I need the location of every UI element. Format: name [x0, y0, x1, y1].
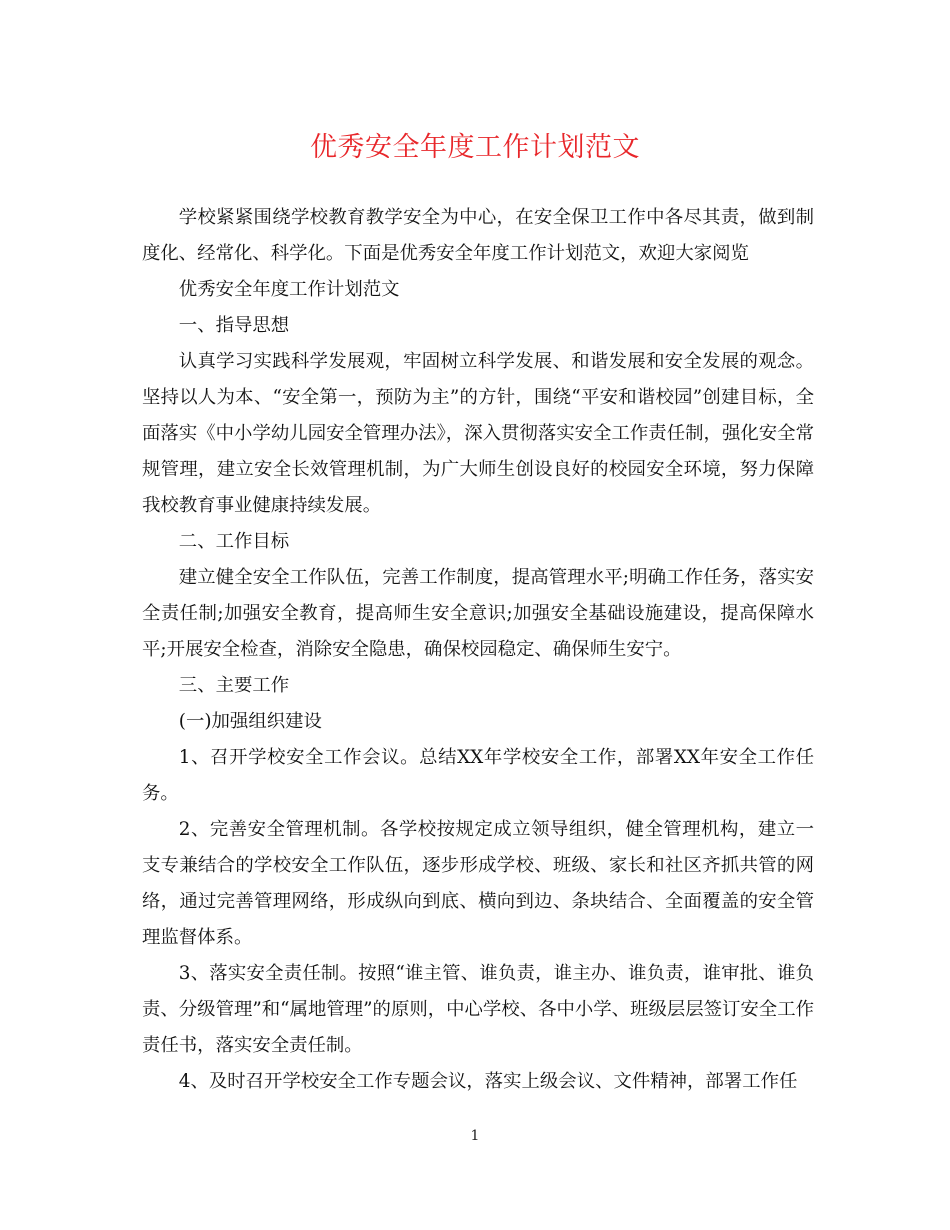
paragraph-item-3: 3、落实安全责任制。按照“谁主管、谁负责，谁主办、谁负责，谁审批、谁负责、分级管理”和“属地管理”的原则，中心学校、各中小学、班级层层签订安全工作责任书，落实安全责任制。 [142, 963, 814, 1056]
paragraph-item-2: 2、完善安全管理机制。各学校按规定成立领导组织，健全管理机构，建立一支专兼结合的学校安全工作队伍，逐步形成学校、班级、家长和社区齐抓共管的网络，通过完善管理网络，形成纵向到底、横向到边、条块结合、全面覆盖的安全管理监督体系。 [142, 819, 814, 948]
paragraph-guiding-thought: 认真学习实践科学发展观，牢固树立科学发展、和谐发展和安全发展的观念。坚持以人为本、“安全第一，预防为主”的方针，围绕“平安和谐校园”创建目标，全面落实《中小学幼儿园安全管理办法》，深入贯彻落实安全工作责任制，强化安全常规管理，建立安全长效管理机制，为广大师生创设良好的校园安全环境，努力保障我校教育事业健康持续发展。 [142, 351, 814, 516]
paragraph-subtitle: 优秀安全年度工作计划范文 [178, 279, 400, 300]
paragraph-work-goals: 建立健全安全工作队伍，完善工作制度，提高管理水平;明确工作任务，落实安全责任制;加强安全教育，提高师生安全意识;加强安全基础设施建设，提高保障水平;开展安全检查，消除安全隐患，确保校园稳定、确保师生安宁。 [142, 567, 814, 660]
section-heading-main-work: 三、主要工作 [178, 675, 290, 696]
document-title: 优秀安全年度工作计划范文 [310, 132, 640, 163]
page-number: 1 [470, 1128, 480, 1144]
section-heading-guiding-thought: 一、指导思想 [178, 315, 290, 336]
paragraph-item-1: 1、召开学校安全工作会议。总结XX年学校安全工作，部署XX年安全工作任务。 [142, 747, 814, 804]
document-body [142, 200, 814, 1100]
subsection-heading-organization: (一)加强组织建设 [178, 711, 322, 732]
section-heading-work-goals: 二、工作目标 [178, 531, 290, 552]
paragraph-item-4: 4、及时召开学校安全工作专题会议，落实上级会议、文件精神，部署工作任 [178, 1071, 798, 1092]
paragraph-intro: 学校紧紧围绕学校教育教学安全为中心，在安全保卫工作中各尽其责，做到制度化、经常化、科学化。下面是优秀安全年度工作计划范文，欢迎大家阅览 [142, 207, 814, 264]
